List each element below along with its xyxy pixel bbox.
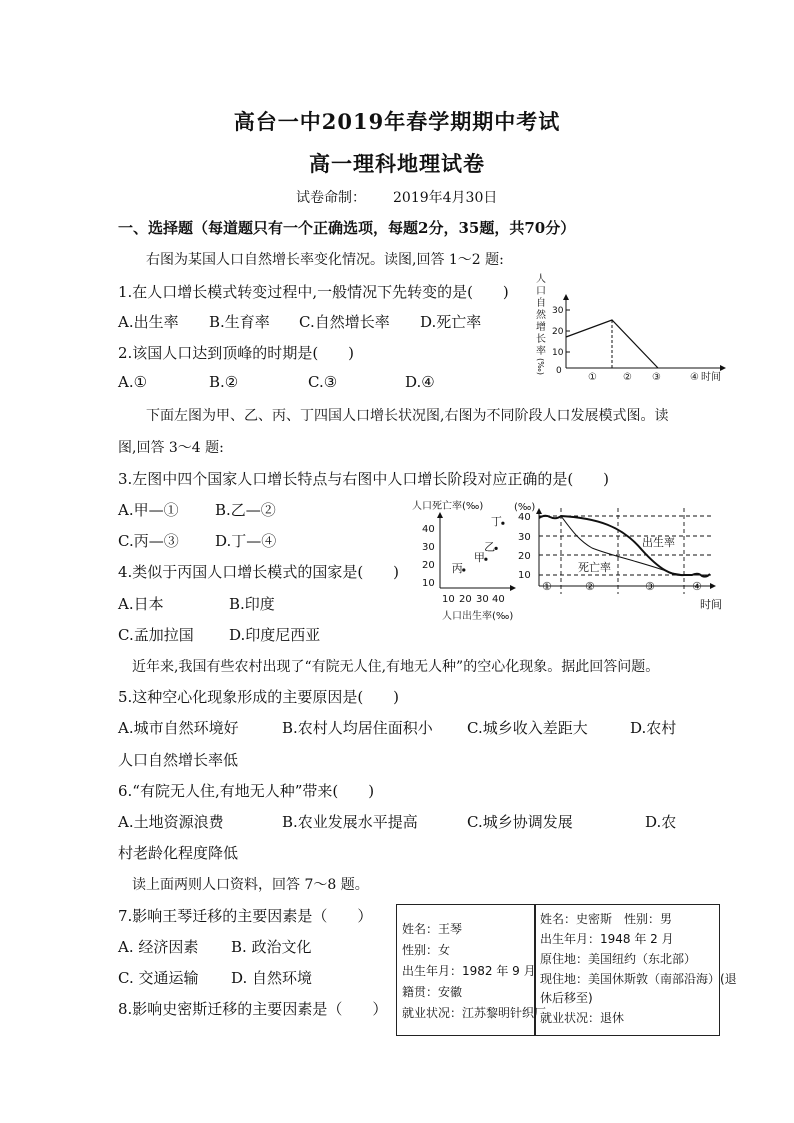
q6-option-c[interactable]: C.城乡协调发展 — [467, 813, 573, 831]
chart1-ylabel-char: 然 — [536, 310, 546, 321]
profile-smith-name: 姓名：史密斯 性别：男 — [540, 912, 673, 926]
q5-option-a[interactable]: A.城市自然环境好 — [118, 719, 239, 737]
profile-smith-origin: 原住地：美国纽约（东北部） — [540, 952, 697, 966]
chart3-ytick: 30 — [518, 532, 531, 543]
profile-wangqin-name: 姓名：王琴 — [402, 922, 463, 936]
chart2-ylabel: 人口死亡率(‰) — [412, 501, 484, 512]
chart1-ylabel-char: 自 — [536, 298, 546, 309]
chart1-xtick: ② — [623, 372, 632, 383]
chart2-point-label: 乙 — [484, 540, 496, 554]
chart1-ytick: 0 — [556, 366, 562, 376]
migration-profile-table — [396, 904, 737, 1036]
chart2-xtick: 10 — [442, 594, 455, 605]
q6-option-a[interactable]: A.土地资源浪费 — [118, 813, 224, 831]
chart1-xtick: ③ — [652, 372, 661, 383]
chart1-ylabel-unit: (‰) — [536, 358, 545, 375]
chart1-ylabel-char: 长 — [536, 334, 546, 345]
chart1-ylabel-char: 率 — [536, 346, 546, 357]
q7-option-d[interactable]: D. 自然环境 — [231, 969, 313, 987]
q3-option-a[interactable]: A.甲—① — [118, 501, 179, 519]
q1-option-d[interactable]: D.死亡率 — [420, 313, 482, 331]
profile-wangqin-gender: 性别：女 — [402, 943, 451, 957]
section-heading: 一、选择题（每道题只有一个正确选项，每题2分，35题，共70分） — [118, 219, 576, 237]
q2-option-d[interactable]: D.④ — [405, 373, 435, 391]
profile-wangqin-employment: 就业状况：江苏黎明针织厂 — [402, 1006, 547, 1020]
chart3-birth-label: 出生率 — [642, 536, 675, 549]
q1-option-a[interactable]: A.出生率 — [118, 313, 179, 331]
q5-option-d-continuation: 人口自然增长率低 — [118, 751, 239, 769]
intro-q1-2: 右图为某国人口自然增长率变化情况。读图,回答 1～2 题: — [146, 252, 504, 268]
chart1-ytick: 20 — [552, 327, 564, 337]
chart3-death-label: 死亡率 — [578, 561, 611, 574]
profile-smith-current: 现住地：美国休斯敦（南部沿海）(退 — [540, 972, 737, 986]
q5-option-c[interactable]: C.城乡收入差距大 — [467, 719, 588, 737]
exam-subtitle: 高一理科地理试卷 — [309, 151, 485, 176]
chart3-stage: ① — [542, 580, 552, 593]
intro-q3-4-line1: 下面左图为甲、乙、丙、丁四国人口增长状况图,右图为不同阶段人口发展模式图。读 — [146, 408, 669, 424]
chart1-xtick: ④ — [690, 372, 699, 383]
chart2-point-label: 丁 — [490, 515, 502, 529]
q1-option-c[interactable]: C.自然增长率 — [299, 313, 390, 331]
profile-wangqin-origin: 籍贯：安徽 — [402, 985, 463, 999]
profile-smith-employment: 就业状况：退休 — [540, 1011, 625, 1025]
chart2-point-label: 甲 — [473, 551, 485, 565]
q3-option-d[interactable]: D.丁—④ — [215, 532, 277, 550]
intro-q3-4-line2: 图,回答 3～4 题: — [118, 440, 224, 456]
q2-stem: 2.该国人口达到顶峰的时期是( ) — [118, 344, 355, 362]
exam-title: 高台一中2019年春学期期中考试 — [233, 109, 561, 134]
chart3-stage: ③ — [645, 580, 655, 593]
q7-option-b[interactable]: B. 政治文化 — [231, 938, 312, 956]
chart2-ytick: 40 — [422, 524, 435, 535]
natural-growth-rate-chart — [530, 270, 730, 410]
chart1-ylabel-char: 人 — [536, 274, 546, 285]
chart2-xtick: 40 — [492, 594, 505, 605]
q6-stem: 6.“有院无人住,有地无人种”带来( ) — [118, 782, 375, 800]
q3-option-c[interactable]: C.丙—③ — [118, 532, 179, 550]
chart3-unit: (‰) — [514, 502, 536, 513]
profile-smith-birth: 出生年月：1948 年 2 月 — [540, 932, 674, 946]
country-scatter-chart — [412, 498, 522, 628]
chart1-ylabel-char: 口 — [536, 286, 546, 297]
q7-option-a[interactable]: A. 经济因素 — [118, 938, 199, 956]
q3-option-b[interactable]: B.乙—② — [215, 501, 276, 519]
chart2-xtick: 30 — [476, 594, 489, 605]
q6-option-b[interactable]: B.农业发展水平提高 — [282, 813, 418, 831]
chart3-ytick: 20 — [518, 551, 531, 562]
q2-option-a[interactable]: A.① — [118, 373, 148, 391]
q2-option-b[interactable]: B.② — [209, 373, 239, 391]
q5-stem: 5.这种空心化现象形成的主要原因是( ) — [118, 688, 400, 706]
q3-stem: 3.左图中四个国家人口增长特点与右图中人口增长阶段对应正确的是( ) — [118, 470, 610, 488]
q8-stem: 8.影响史密斯迁移的主要因素是（ ） — [118, 1000, 388, 1018]
q2-option-c[interactable]: C.③ — [308, 373, 338, 391]
chart2-ytick: 20 — [422, 560, 435, 571]
chart3-stage: ④ — [692, 580, 702, 593]
intro-q5-6: 近年来,我国有些农村出现了“有院无人住,有地无人种”的空心化现象。据此回答问题。 — [132, 659, 660, 675]
q7-stem: 7.影响王琴迁移的主要因素是（ ） — [118, 907, 373, 925]
q4-option-c[interactable]: C.孟加拉国 — [118, 626, 194, 644]
demographic-transition-chart — [512, 498, 722, 613]
chart3-stage: ② — [585, 580, 595, 593]
chart2-ytick: 10 — [422, 578, 435, 589]
intro-q7-8: 读上面两则人口资料，回答 7～8 题。 — [132, 877, 369, 893]
q4-option-a[interactable]: A.日本 — [118, 595, 164, 613]
author-line-label: 试卷命制： — [296, 190, 366, 206]
q4-option-b[interactable]: B.印度 — [229, 595, 275, 613]
chart2-point-label: 丙 — [451, 562, 463, 575]
chart2-ytick: 30 — [422, 542, 435, 553]
chart3-ytick: 10 — [518, 570, 531, 581]
profile-wangqin-birth: 出生年月：1982 年 9 月 — [402, 964, 536, 978]
chart1-xtick: ① — [588, 372, 597, 383]
chart3-ytick: 40 — [518, 512, 531, 523]
q7-option-c[interactable]: C. 交通运输 — [118, 969, 199, 987]
chart2-xlabel: 人口出生率(‰) — [442, 611, 514, 622]
chart3-xlabel: 时间 — [700, 598, 722, 611]
q6-option-d[interactable]: D.农 — [645, 813, 677, 831]
chart1-ytick: 10 — [552, 348, 564, 358]
q4-stem: 4.类似于丙国人口增长模式的国家是( ) — [118, 563, 400, 581]
q6-option-d-continuation: 村老龄化程度降低 — [118, 844, 239, 862]
chart1-ylabel-char: 增 — [536, 322, 546, 333]
q1-stem: 1.在人口增长模式转变过程中,一般情况下先转变的是( ) — [118, 283, 509, 301]
q5-option-d[interactable]: D.农村 — [630, 719, 677, 737]
exam-date: 2019年4月30日 — [393, 190, 498, 206]
chart1-xlabel: 时间 — [701, 372, 721, 383]
q1-option-b[interactable]: B.生育率 — [209, 313, 270, 331]
profile-smith-current-cont: 休后移至) — [540, 991, 593, 1005]
q5-option-b[interactable]: B.农村人均居住面积小 — [282, 719, 433, 737]
q4-option-d[interactable]: D.印度尼西亚 — [229, 626, 321, 644]
chart2-xtick: 20 — [459, 594, 472, 605]
chart1-ytick: 30 — [552, 306, 564, 316]
